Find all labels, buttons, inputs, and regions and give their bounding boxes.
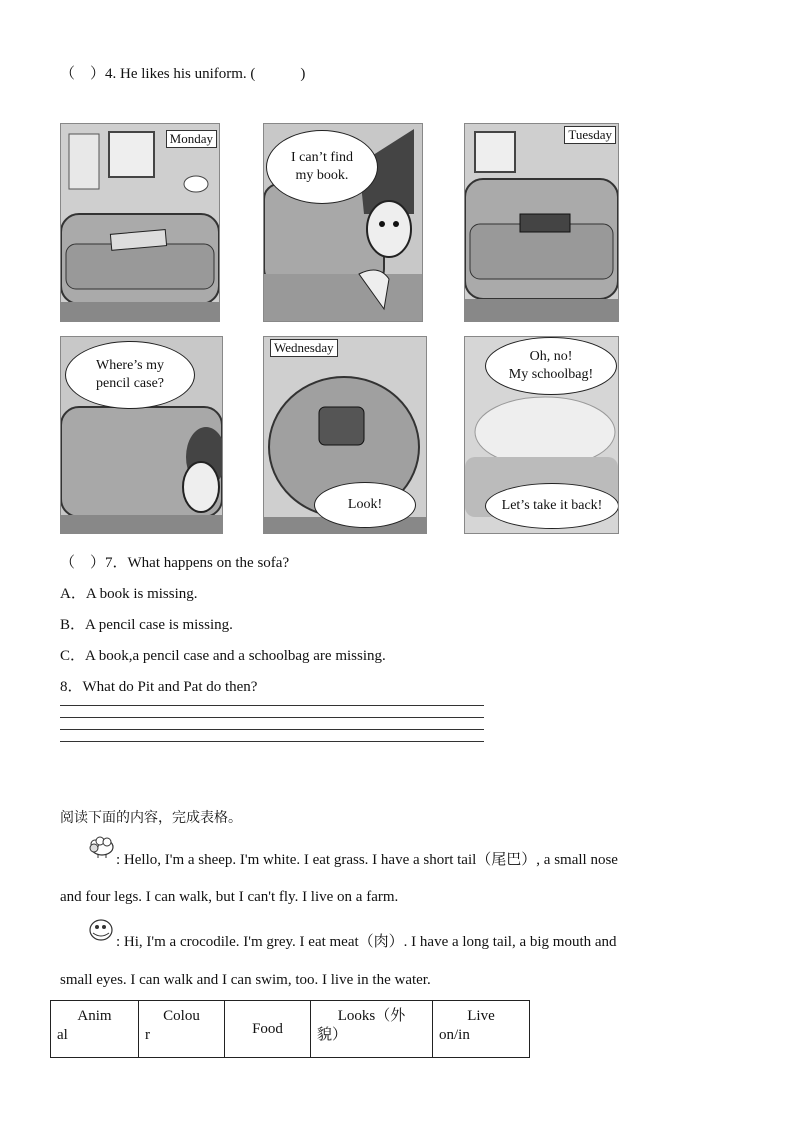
table-header-animal	[51, 1001, 139, 1058]
reading-instruction: 阅读下面的内容，完成表格。	[60, 810, 242, 826]
header-text: Food	[252, 1020, 283, 1037]
speech-bubble: Let’s take it back!	[485, 483, 619, 529]
header-text: al	[57, 1027, 68, 1043]
comic-panel-pencil-case	[60, 336, 223, 534]
panel-caption: Tuesday	[564, 126, 616, 144]
comic-panel-wednesday	[263, 336, 427, 534]
speech-bubble: Look!	[314, 482, 416, 528]
question-8: 8．What do Pit and Pat do then?	[60, 679, 258, 695]
speech-bubble: Oh, no! My schoolbag!	[485, 337, 617, 395]
crocodile-description-line2: small eyes. I can walk and I can swim, too. I live in the water.	[60, 972, 431, 988]
panel-caption: Monday	[166, 130, 217, 148]
header-text: r	[145, 1027, 150, 1043]
header-text: Live	[467, 1008, 495, 1024]
sofa-with-pencil-case-illustration	[465, 124, 618, 321]
question-4: （ ）4. He likes his uniform. ( )	[60, 66, 306, 82]
comic-panel-book	[263, 123, 423, 322]
sheep-description-line1: : Hello, I'm a sheep. I'm white. I eat grass. I have a short tail（尾巴）, a small nose	[116, 852, 618, 868]
animal-table	[50, 1000, 530, 1058]
comic-panel-monday	[60, 123, 220, 322]
table-header-live	[433, 1001, 530, 1058]
header-text: on/in	[439, 1027, 470, 1043]
speech-bubble: Where’s my pencil case?	[65, 341, 195, 409]
crocodile-icon	[88, 918, 114, 942]
crocodile-description-line1: : Hi, I'm a crocodile. I'm grey. I eat meat（肉）. I have a long tail, a big mouth and	[116, 934, 617, 950]
answer-line	[60, 741, 484, 742]
question-7: （ ）7．What happens on the sofa?	[60, 555, 290, 571]
table-row	[51, 1001, 530, 1058]
header-text: 貌）	[317, 1027, 348, 1043]
table-header-looks	[311, 1001, 433, 1058]
header-text: Colou	[163, 1008, 200, 1024]
sheep-icon	[88, 836, 114, 858]
sofa-with-book-illustration	[61, 124, 219, 321]
table-header-colour	[139, 1001, 225, 1058]
answer-line	[60, 729, 484, 730]
comic-panel-tuesday	[464, 123, 619, 322]
answer-line	[60, 717, 484, 718]
comic-panel-schoolbag	[464, 336, 619, 534]
speech-bubble: I can’t find my book.	[266, 130, 378, 204]
option-a: A．A book is missing.	[60, 586, 198, 602]
sheep-description-line2: and four legs. I can walk, but I can't fly. I live on a farm.	[60, 889, 399, 905]
header-text: Anim	[77, 1008, 112, 1024]
option-c: C．A book,a pencil case and a schoolbag are missing.	[60, 648, 386, 664]
header-text: Looks（外	[337, 1008, 406, 1024]
option-b: B．A pencil case is missing.	[60, 617, 233, 633]
answer-line	[60, 705, 484, 706]
table-header-food	[225, 1001, 311, 1058]
panel-caption: Wednesday	[270, 339, 338, 357]
